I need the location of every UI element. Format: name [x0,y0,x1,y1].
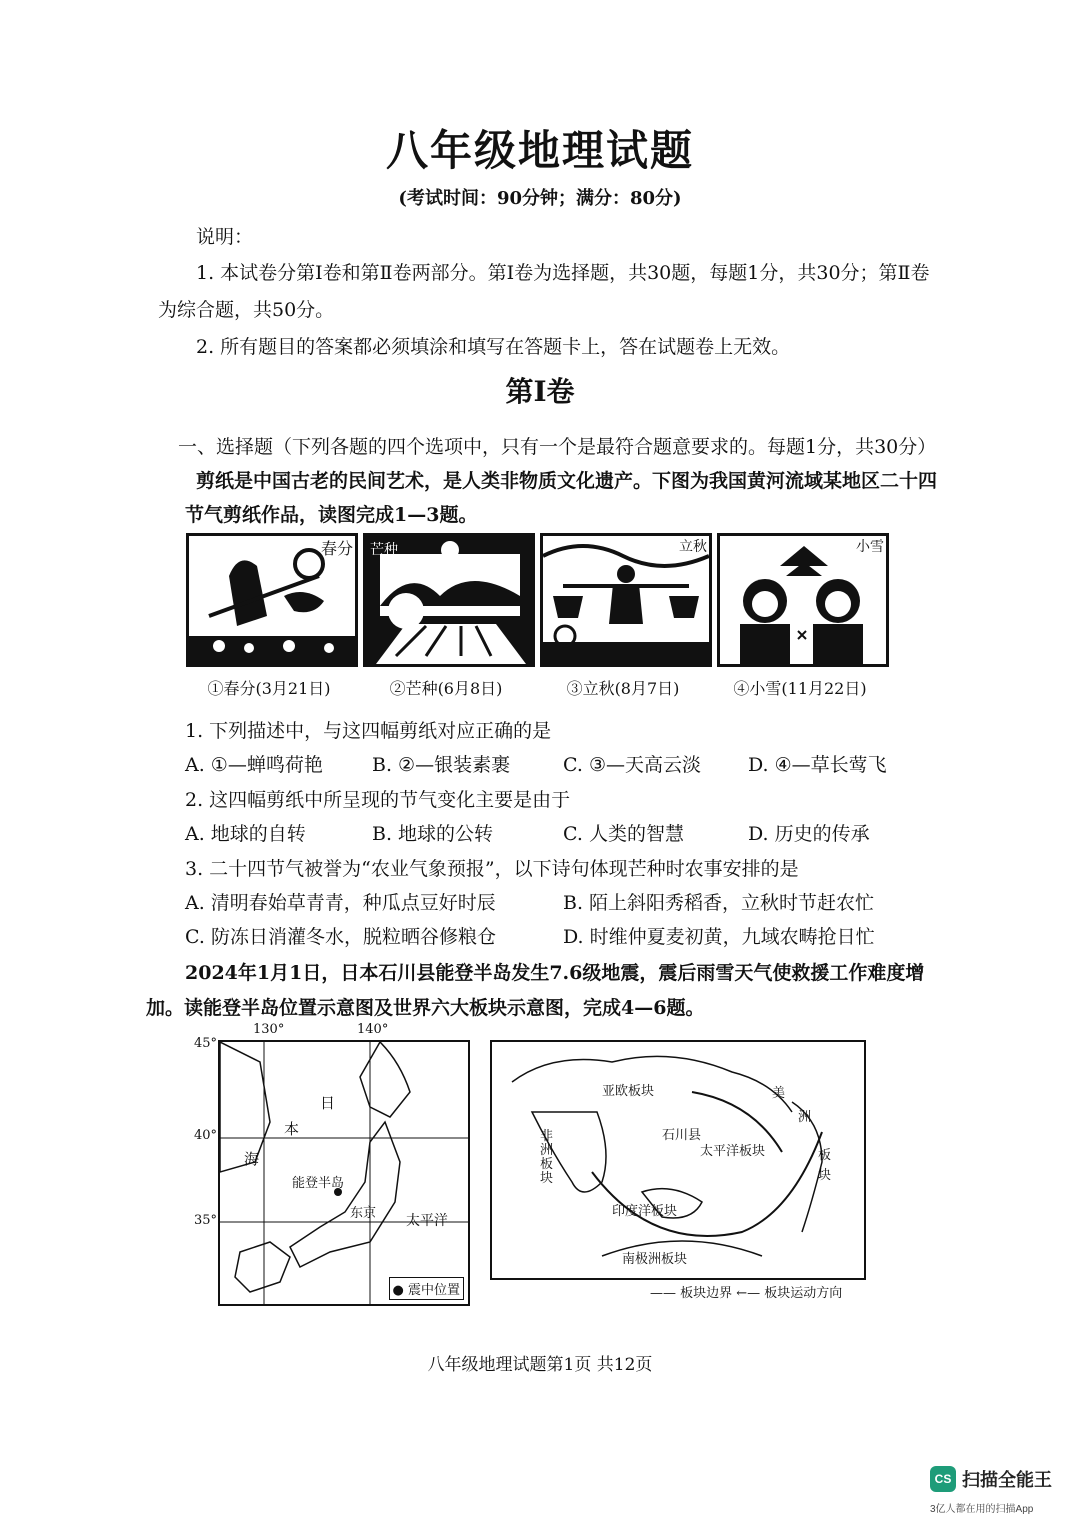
label-america-4: 块 [818,1168,832,1183]
label-hai: 海 [244,1150,260,1168]
label-eurasian-plate: 亚欧板块 [602,1084,655,1099]
plates-legend: —— 板块边界 ←— 板块运动方向 [650,1286,843,1301]
caption-4: ④小雪(11月22日) [733,679,867,698]
q3-option-c: C. 防冻日消灌冬水，脱粒晒谷修粮仓 [185,926,496,948]
label-ishikawa: 石川县 [662,1128,702,1143]
african-2: 洲 [540,1143,554,1158]
intro2-line2: 加。读能登半岛位置示意图及世界六大板块示意图，完成4—6题。 [146,997,705,1019]
papercut-grain-in-ear [363,533,535,667]
q2-option-d: D. 历史的传承 [748,823,870,845]
label-ri: 日 [320,1094,336,1112]
q2-option-c: C. 人类的智慧 [563,823,684,845]
label-america-1: 美 [772,1086,786,1101]
q2-option-b: B. 地球的公转 [372,823,494,845]
intro1-line2: 节气剪纸作品，读图完成1—3题。 [185,504,478,526]
label-pacific: 太平洋 [406,1213,448,1229]
q2-option-a: A. 地球的自转 [185,823,306,845]
stamp-1: 春分 [320,539,353,558]
legend-epicenter: ● 震中位置 [389,1277,465,1300]
instructions-heading: 说明： [196,226,254,248]
label-america-2: 洲 [798,1110,812,1125]
q3-stem: 3. 二十四节气被誉为“农业气象预报”，以下诗句体现芒种时农事安排的是 [185,858,799,880]
instruction-1-line1: 1. 本试卷分第Ⅰ卷和第Ⅱ卷两部分。第Ⅰ卷为选择题，共30题，每题1分，共30分；第Ⅱ卷 [196,262,930,284]
label-america-3: 板 [818,1148,832,1163]
stamp-3: 立秋 [679,539,707,555]
q1-option-d: D. ④—草长莺飞 [748,754,887,776]
legend-epicenter-label: 震中位置 [407,1283,460,1298]
african-3: 板 [540,1157,554,1172]
q1-option-b: B. ②—银装素裹 [372,754,511,776]
caption-3: ③立秋(8月7日) [566,679,680,698]
exam-title: 八年级地理试题 [385,126,694,175]
q1-stem: 1. 下列描述中，与这四幅剪纸对应正确的是 [185,720,552,742]
label-antarctic-plate: 南极洲板块 [622,1252,688,1267]
african-1: 非 [540,1129,554,1144]
papercut-minor-snow [717,533,889,667]
intro2-line1: 2024年1月1日，日本石川县能登半岛发生7.6级地震，震后雨雪天气使救援工作难度增 [185,962,925,984]
q3-option-d: D. 时维仲夏麦初黄，九域农畴抢日忙 [563,926,875,948]
label-indian-plate: 印度洋板块 [612,1204,678,1219]
section-heading: 一、选择题（下列各题的四个选项中，只有一个是最符合题意要求的。每题1分，共30分） [178,436,937,458]
instruction-2: 2. 所有题目的答案都必须填涂和填写在答题卡上，答在试题卷上无效。 [196,336,791,358]
volume-title: 第Ⅰ卷 [505,375,575,408]
stamp-4: 小雪 [856,539,884,555]
caption-2: ②芒种(6月8日) [389,679,503,698]
camscanner-watermark [930,1466,1052,1492]
label-african-plate [540,1130,553,1186]
label-ben: 本 [284,1120,300,1138]
camscanner-logo-icon: CS [930,1466,956,1492]
exam-subtitle: (考试时间：90分钟；满分：80分) [398,188,682,209]
stamp-2: 芒种 [370,542,398,558]
label-pacific-plate: 太平洋板块 [700,1144,766,1159]
q3-option-a: A. 清明春始草青青，种瓜点豆好时辰 [185,892,496,914]
papercut-start-of-autumn [540,533,712,667]
lat-45: 45° [194,1036,218,1051]
caption-1: ①春分(3月21日) [207,679,331,698]
q2-stem: 2. 这四幅剪纸中所呈现的节气变化主要是由于 [185,789,571,811]
japan-location-map [218,1040,470,1306]
q1-option-a: A. ①—蝉鸣荷艳 [185,754,323,776]
label-tokyo: 东京 [350,1206,377,1221]
page-footer: 八年级地理试题第1页 共12页 [427,1355,653,1375]
label-noto: 能登半岛 [292,1176,345,1191]
q3-option-b: B. 陌上斜阳秀稻香，立秋时节赶农忙 [563,892,875,914]
camscanner-name: 扫描全能王 [962,1470,1052,1490]
lon-140: 140° [357,1022,389,1037]
q1-option-c: C. ③—天高云淡 [563,754,701,776]
african-4: 块 [540,1171,554,1186]
papercut-spring-equinox [186,533,358,667]
intro1-line1: 剪纸是中国古老的民间艺术，是人类非物质文化遗产。下图为我国黄河流域某地区二十四 [196,470,938,492]
camscanner-tagline: 3亿人都在用的扫描App [930,1504,1034,1515]
lat-35: 35° [194,1213,218,1228]
lon-130: 130° [253,1022,285,1037]
lat-40: 40° [194,1128,218,1143]
instruction-1-line2: 为综合题，共50分。 [158,299,335,321]
world-plates-map [490,1040,866,1280]
